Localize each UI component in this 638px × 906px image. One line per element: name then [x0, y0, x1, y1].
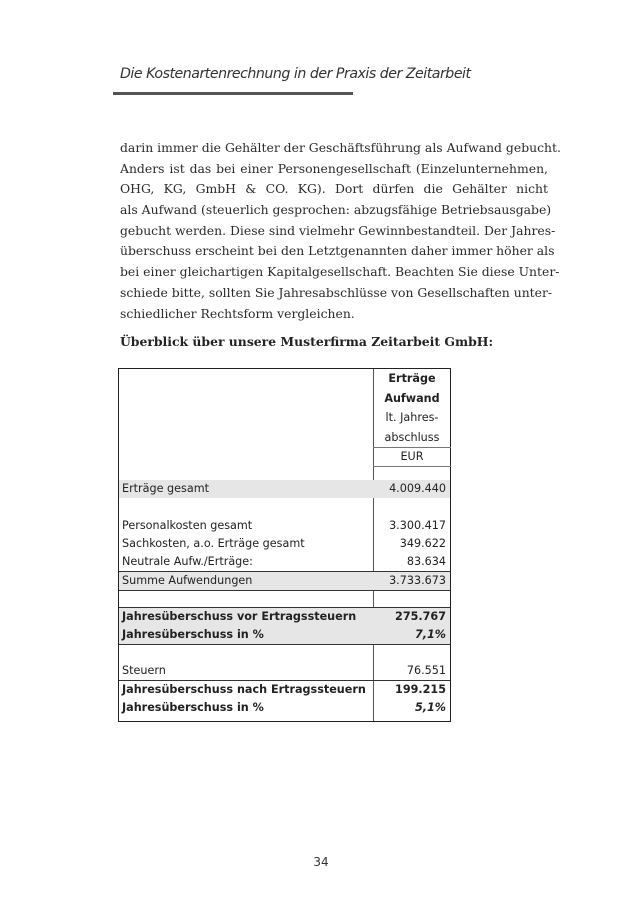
header-line-aufwand: Aufwand	[384, 391, 440, 405]
row-value: 5,1%	[414, 701, 446, 714]
table-row-personalkosten	[119, 517, 450, 535]
running-head: Die Kostenartenrechnung in der Praxis der Zeitarbeit	[120, 66, 471, 82]
row-value: 4.009.440	[389, 482, 446, 495]
row-value: 3.300.417	[389, 519, 446, 532]
table-row-jahresueberschuss-prozent-vor	[119, 626, 450, 644]
header-line-jahres: lt. Jahres-	[385, 411, 439, 425]
body-line: schiede bitte, sollten Sie Jahresabschlüsse von Gesellschaften unter-	[120, 284, 553, 300]
row-label: Jahresüberschuss in %	[122, 628, 264, 641]
row-label: Neutrale Aufw./Erträge:	[122, 555, 253, 568]
table-row-summe-aufwendungen	[119, 572, 450, 590]
row-rule	[119, 590, 450, 591]
section-subheading: Überblick über unsere Musterfirma Zeitarbeit GmbH:	[120, 334, 494, 349]
table-row-sachkosten	[119, 535, 450, 553]
row-value: 3.733.673	[389, 574, 446, 587]
header-unit-rule	[373, 447, 451, 448]
row-label: Jahresüberschuss vor Ertragssteuern	[122, 610, 357, 623]
row-value: 275.767	[395, 610, 446, 623]
row-label: Jahresüberschuss in %	[122, 701, 264, 714]
body-line: Anders ist das bei einer Personengesellschaft (Einzelunternehmen,	[120, 160, 548, 176]
row-label: Steuern	[122, 664, 166, 677]
row-value: 76.551	[406, 664, 446, 677]
header-line-abschluss: abschluss	[384, 430, 440, 444]
row-label: Sachkosten, a.o. Erträge gesamt	[122, 537, 305, 550]
table-row-neutrale-aufwendungen	[119, 553, 450, 571]
row-label: Summe Aufwendungen	[122, 574, 253, 587]
table-row-ertraege-gesamt	[119, 480, 450, 498]
body-line: überschuss erscheint bei den Letztgenannten daher immer höher als	[120, 243, 555, 259]
value-column-header	[374, 369, 450, 467]
row-label: Personalkosten gesamt	[122, 519, 253, 532]
row-rule	[119, 644, 450, 645]
body-line: schiedlicher Rechtsform vergleichen.	[120, 305, 355, 321]
table-row-jahresueberschuss-vor-steuern	[119, 608, 450, 626]
body-line: bei einer gleichartigen Kapitalgesellschaft. Beachten Sie diese Unter-	[120, 264, 560, 280]
body-line: OHG, KG, GmbH & CO. KG). Dort dürfen die Gehälter nicht	[120, 181, 548, 197]
row-label: Jahresüberschuss nach Ertragssteuern	[122, 683, 366, 696]
row-value: 83.634	[406, 555, 446, 568]
header-bottom-rule	[373, 466, 451, 467]
row-value: 349.622	[399, 537, 446, 550]
body-line: als Aufwand (steuerlich gesprochen: abzugsfähige Betriebsausgabe)	[120, 202, 552, 218]
body-line: gebucht werden. Diese sind vielmehr Gewinnbestandteil. Der Jahres-	[120, 222, 556, 238]
table-row-jahresueberschuss-nach-steuern	[119, 681, 450, 699]
page-number: 34	[313, 855, 329, 869]
header-line-ertraege: Erträge	[388, 372, 436, 385]
row-value: 7,1%	[414, 628, 446, 641]
table-row-steuern	[119, 662, 450, 680]
financial-table	[118, 368, 451, 722]
body-paragraph	[120, 138, 561, 324]
header-unit: EUR	[400, 450, 424, 464]
row-label: Erträge gesamt	[122, 482, 210, 495]
body-line: darin immer die Gehälter der Geschäftsführung als Aufwand gebucht.	[120, 140, 561, 155]
running-head-rule	[113, 92, 353, 95]
table-row-jahresueberschuss-prozent-nach	[119, 699, 450, 717]
row-value: 199.215	[395, 683, 446, 696]
